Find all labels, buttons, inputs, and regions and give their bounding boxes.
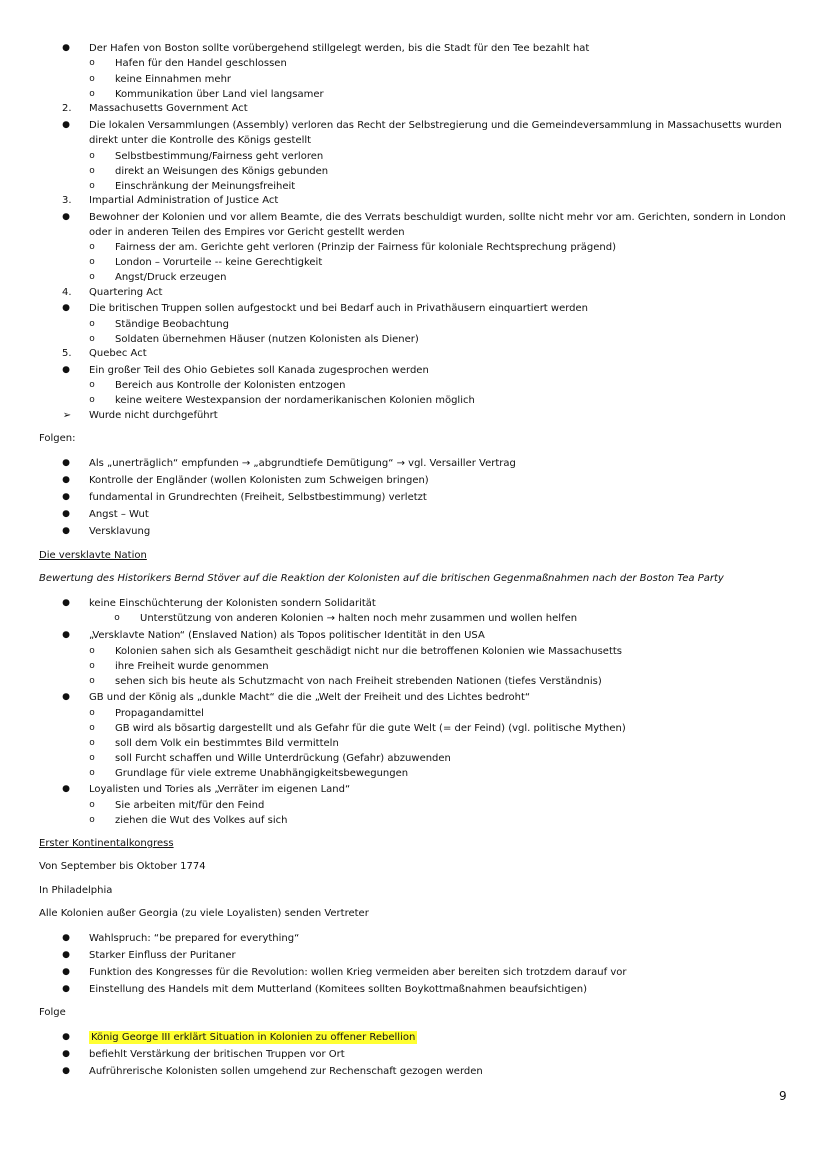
bullet-marker: ● bbox=[62, 984, 70, 994]
line-text: Bereich aus Kontrolle der Kolonisten entzogen bbox=[115, 380, 346, 391]
line-text: Fairness der am. Gerichte geht verloren (Prinzip der Fairness für koloniale Rechtsprechung prägend) bbox=[115, 242, 617, 253]
bullet-marker: o bbox=[89, 395, 95, 405]
line-text: befiehlt Verstärkung der britischen Truppen vor Ort bbox=[89, 1049, 345, 1060]
line-text: Propagandamittel bbox=[115, 708, 204, 719]
bullet-marker: ● bbox=[62, 303, 70, 313]
line-text: Soldaten übernehmen Häuser (nutzen Kolonisten als Diener) bbox=[115, 334, 419, 345]
bullet-marker: ● bbox=[62, 950, 70, 960]
line-text: Als „unerträglich“ empfunden → „abgrundtiefe Demütigung“ → vgl. Versailler Vertrag bbox=[89, 458, 516, 469]
line-text: Wurde nicht durchgeführt bbox=[89, 410, 218, 421]
bullet-marker: ● bbox=[62, 1049, 70, 1059]
bullet-marker: ● bbox=[62, 492, 70, 502]
line-text: Grundlage für viele extreme Unabhängigkeitsbewegungen bbox=[115, 768, 409, 779]
bullet-marker: o bbox=[89, 768, 95, 778]
line-text: Selbstbestimmung/Fairness geht verloren bbox=[115, 151, 324, 162]
bullet-marker: o bbox=[114, 613, 120, 623]
list-number: 2. bbox=[62, 103, 72, 114]
bullet-marker: o bbox=[89, 334, 95, 344]
line-text: Quebec Act bbox=[89, 348, 147, 359]
line-text: Einschränkung der Meinungsfreiheit bbox=[115, 181, 296, 192]
bullet-marker: ● bbox=[62, 1066, 70, 1076]
line-text: Kolonien sahen sich als Gesamtheit geschädigt nicht nur die betroffenen Kolonien wie Massachusetts bbox=[115, 646, 623, 657]
bullet-marker: o bbox=[89, 319, 95, 329]
line-text: Quartering Act bbox=[89, 287, 163, 298]
line-text: „Versklavte Nation“ (Enslaved Nation) als Topos politischer Identität in den USA bbox=[89, 630, 485, 641]
line-text: Angst – Wut bbox=[89, 509, 149, 520]
line-text: Sie arbeiten mit/für den Feind bbox=[115, 800, 265, 811]
bullet-marker: o bbox=[89, 151, 95, 161]
bullet-marker: o bbox=[89, 815, 95, 825]
bullet-marker: ● bbox=[62, 475, 70, 485]
line-text: In Philadelphia bbox=[39, 885, 113, 896]
arrow-marker: ➢ bbox=[62, 410, 72, 421]
section-heading: Erster Kontinentalkongress bbox=[39, 838, 174, 849]
bullet-marker: ● bbox=[62, 526, 70, 536]
bullet-marker: ● bbox=[62, 120, 70, 130]
bullet-marker: o bbox=[89, 272, 95, 282]
line-text: Hafen für den Handel geschlossen bbox=[115, 58, 287, 69]
list-number: 4. bbox=[62, 287, 72, 298]
line-text: Angst/Druck erzeugen bbox=[115, 272, 227, 283]
bullet-marker: o bbox=[89, 242, 95, 252]
line-text: Versklavung bbox=[89, 526, 151, 537]
line-text: Einstellung des Handels mit dem Mutterland (Komitees sollten Boykottmaßnahmen beaufsichtigen) bbox=[89, 984, 588, 995]
line-text: sehen sich bis heute als Schutzmacht von nach Freiheit strebenden Nationen (tiefes Verständnis) bbox=[115, 676, 602, 687]
line-text: Die britischen Truppen sollen aufgestockt und bei Bedarf auch in Privathäusern einquartiert werden bbox=[89, 303, 589, 314]
bullet-marker: ● bbox=[62, 933, 70, 943]
line-text: London – Vorurteile -- keine Gerechtigkeit bbox=[115, 257, 323, 268]
line-text: soll Furcht schaffen und Wille Unterdrückung (Gefahr) abzuwenden bbox=[115, 753, 451, 764]
page-number: 9 bbox=[779, 1089, 787, 1103]
bullet-marker: ● bbox=[62, 784, 70, 794]
bullet-marker: o bbox=[89, 74, 95, 84]
bullet-marker: ● bbox=[62, 212, 70, 222]
line-text: ziehen die Wut des Volkes auf sich bbox=[115, 815, 288, 826]
bullet-marker: o bbox=[89, 753, 95, 763]
section-heading: Die versklavte Nation bbox=[39, 550, 147, 561]
line-text: Ein großer Teil des Ohio Gebietes soll Kanada zugesprochen werden bbox=[89, 365, 429, 376]
line-text: Kommunikation über Land viel langsamer bbox=[115, 89, 324, 100]
line-text: Die lokalen Versammlungen (Assembly) verloren das Recht der Selbstregierung und die Gemeindeversammlung in Massachusetts wurden bbox=[89, 120, 782, 131]
bullet-marker: o bbox=[89, 166, 95, 176]
line-text: Loyalisten und Tories als „Verräter im eigenen Land“ bbox=[89, 784, 351, 795]
line-text: Folgen: bbox=[39, 433, 76, 444]
line-text: Wahlspruch: “be prepared for everything“ bbox=[89, 933, 300, 944]
line-text: Von September bis Oktober 1774 bbox=[39, 861, 206, 872]
bullet-marker: o bbox=[89, 380, 95, 390]
bullet-marker: o bbox=[89, 738, 95, 748]
line-text: Starker Einfluss der Puritaner bbox=[89, 950, 236, 961]
bullet-marker: ● bbox=[62, 43, 70, 53]
line-text: direkt an Weisungen des Königs gebunden bbox=[115, 166, 329, 177]
bullet-marker: ● bbox=[62, 692, 70, 702]
line-text: GB und der König als „dunkle Macht“ die die „Welt der Freiheit und des Lichtes bedroht“ bbox=[89, 692, 531, 703]
bullet-marker: ● bbox=[62, 967, 70, 977]
line-text: Funktion des Kongresses für die Revolution: wollen Krieg vermeiden aber bereiten sich trotzdem darauf vor bbox=[89, 967, 627, 978]
bullet-marker: ● bbox=[62, 509, 70, 519]
line-text: Massachusetts Government Act bbox=[89, 103, 248, 114]
line-text: Kontrolle der Engländer (wollen Kolonisten zum Schweigen bringen) bbox=[89, 475, 429, 486]
bullet-marker: ● bbox=[62, 598, 70, 608]
line-text: Alle Kolonien außer Georgia (zu viele Loyalisten) senden Vertreter bbox=[39, 908, 369, 919]
bullet-marker: o bbox=[89, 257, 95, 267]
line-text: ihre Freiheit wurde genommen bbox=[115, 661, 269, 672]
line-text: Aufrührerische Kolonisten sollen umgehend zur Rechenschaft gezogen werden bbox=[89, 1066, 483, 1077]
line-text: fundamental in Grundrechten (Freiheit, Selbstbestimmung) verletzt bbox=[89, 492, 427, 503]
bullet-marker: o bbox=[89, 723, 95, 733]
bullet-marker: o bbox=[89, 89, 95, 99]
bullet-marker: ● bbox=[62, 365, 70, 375]
line-text: Ständige Beobachtung bbox=[115, 319, 229, 330]
bullet-marker: o bbox=[89, 661, 95, 671]
bullet-marker: o bbox=[89, 58, 95, 68]
bullet-marker: ● bbox=[62, 458, 70, 468]
bullet-marker: ● bbox=[62, 1032, 70, 1042]
line-text: Bewertung des Historikers Bernd Stöver auf die Reaktion der Kolonisten auf die britischen Gegenmaßnahmen nach der Boston Tea Party bbox=[39, 573, 724, 584]
line-text: Unterstützung von anderen Kolonien → halten noch mehr zusammen und wollen helfen bbox=[140, 613, 578, 624]
line-text: Folge bbox=[39, 1007, 66, 1018]
bullet-marker: o bbox=[89, 708, 95, 718]
bullet-marker: o bbox=[89, 676, 95, 686]
bullet-marker: o bbox=[89, 646, 95, 656]
bullet-marker: ● bbox=[62, 630, 70, 640]
line-text: keine Einschüchterung der Kolonisten sondern Solidarität bbox=[89, 598, 376, 609]
line-text: Bewohner der Kolonien und vor allem Beamte, die des Verrats beschuldigt wurden, sollte nicht mehr vor am. Gerichten, sondern in London bbox=[89, 212, 786, 223]
line-text: soll dem Volk ein bestimmtes Bild vermitteln bbox=[115, 738, 339, 749]
line-text: Impartial Administration of Justice Act bbox=[89, 195, 279, 206]
line-text: Der Hafen von Boston sollte vorübergehend stillgelegt werden, bis die Stadt für den Tee bezahlt hat bbox=[89, 43, 590, 54]
line-text: keine Einnahmen mehr bbox=[115, 74, 232, 85]
line-text: oder in anderen Teilen des Empires vor Gericht gestellt werden bbox=[89, 227, 405, 238]
line-text: GB wird als bösartig dargestellt und als Gefahr für die gute Welt (= der Feind) (vgl. politische Mythen) bbox=[115, 723, 626, 734]
line-text: keine weitere Westexpansion der nordamerikanischen Kolonien möglich bbox=[115, 395, 475, 406]
list-number: 5. bbox=[62, 348, 72, 359]
bullet-marker: o bbox=[89, 800, 95, 810]
list-number: 3. bbox=[62, 195, 72, 206]
line-text: König George III erklärt Situation in Kolonien zu offener Rebellion bbox=[91, 1032, 416, 1043]
bullet-marker: o bbox=[89, 181, 95, 191]
line-text: direkt unter die Kontrolle des Königs gestellt bbox=[89, 135, 312, 146]
